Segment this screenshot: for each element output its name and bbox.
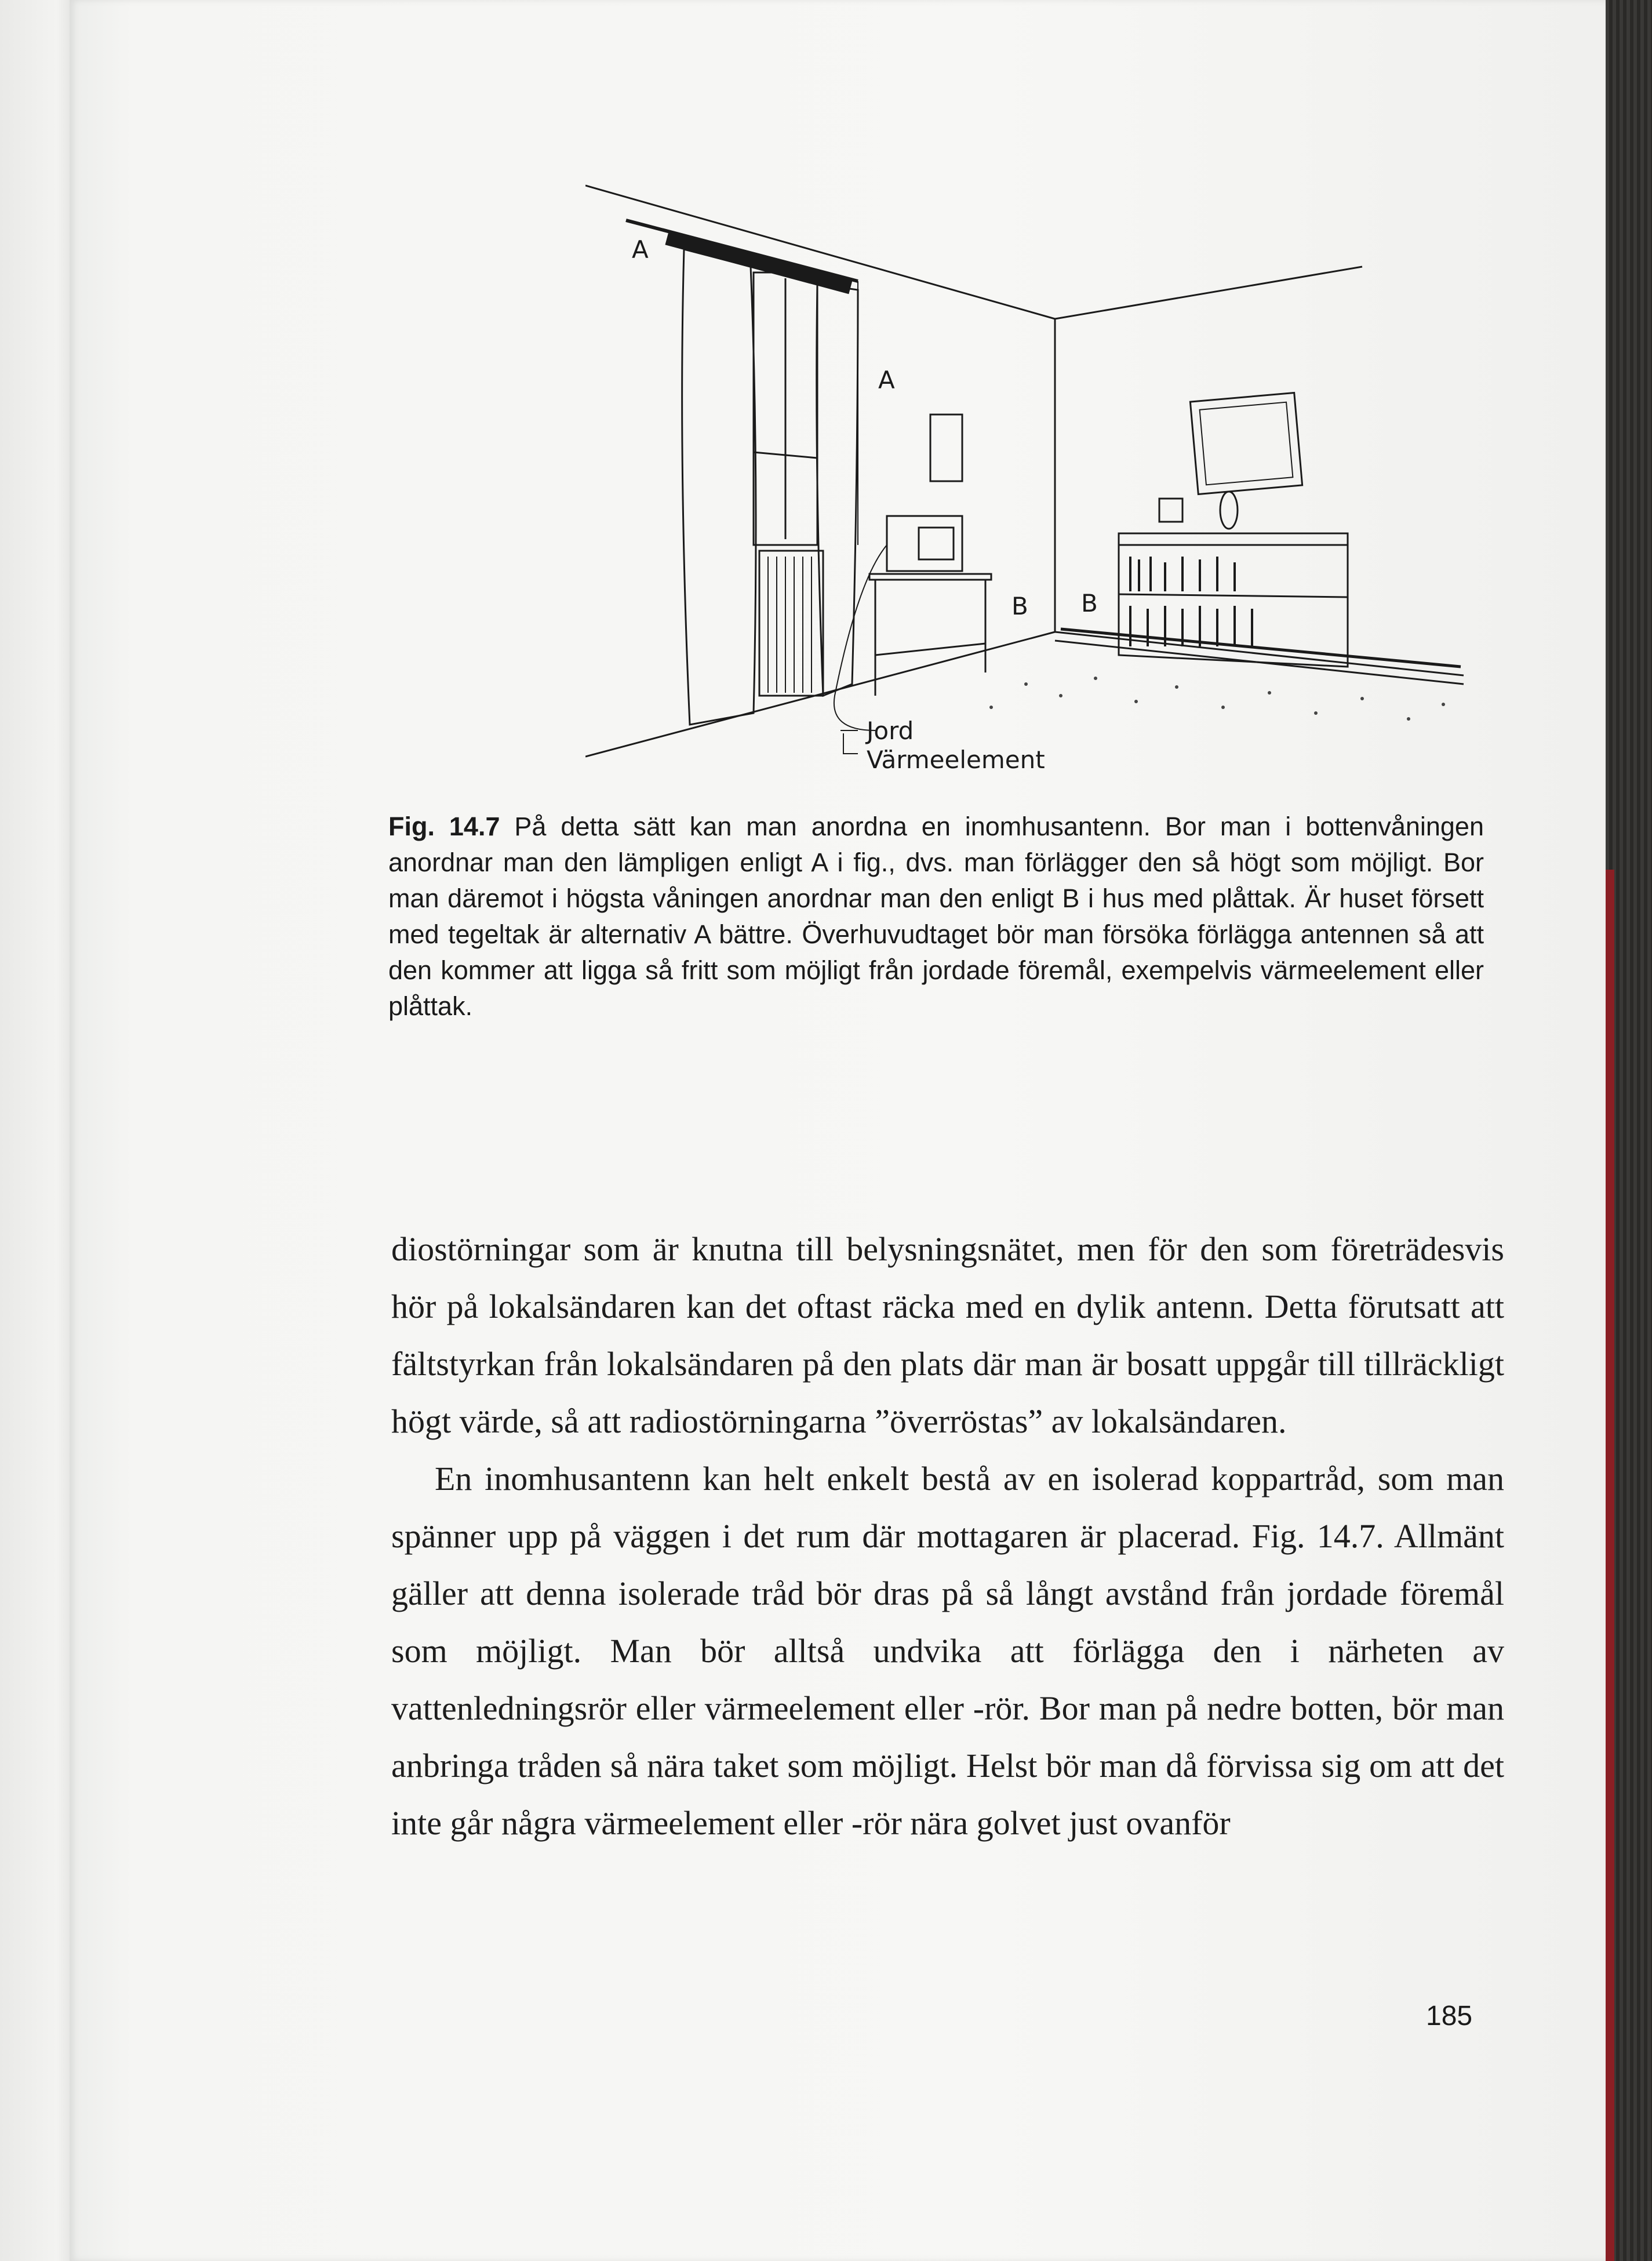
paragraph-2: En inomhusantenn kan helt enkelt bestå av en isolerad koppartråd, som man spänner upp på väggen i det rum där mottagaren är placerad. Fig. 14.7. Allmänt gäller att denna isolerade tråd bör dras på så långt avstånd från jordade föremål som möjligt. Man bör alltså undvika att förlägga den i närheten av vattenledningsrör eller värmeelement eller -rör. Bor man på nedre botten, bör man anbringa tråden så nära taket som möjligt. Helst bör man då förvissa sig om att det inte går några värmeelement eller -rör nära golvet just ovanför bbox=[391, 1460, 1504, 1842]
ceiling-right-line bbox=[1055, 267, 1362, 319]
previous-page-edge bbox=[0, 0, 81, 2261]
left-curtain bbox=[682, 249, 756, 725]
label-b-left: B bbox=[1011, 592, 1028, 620]
body-text bbox=[391, 1220, 1504, 1852]
caption-text: På detta sätt kan man anordna en inomhusantenn. Bor man i bottenvåningen anordnar man den lämpligen enligt A i fig., dvs. man förlägger den så högt som möjligt. Bor man däremot i högsta våningen anordnar man den enligt B i hus med plåttak. Är huset försett med tegeltak är alternativ A bättre. Överhuvudtaget bör man försöka förlägga antennen så att den kommer att ligga så fritt som möjligt från jordade föremål, exempelvis värmeelement eller plåttak. bbox=[388, 812, 1484, 1021]
figure-room-antenna-illustration bbox=[585, 174, 1478, 783]
radiator bbox=[759, 551, 823, 696]
large-picture bbox=[1190, 392, 1302, 494]
label-a-right: A bbox=[878, 366, 895, 394]
label-varmeelement: Värmeelement bbox=[867, 746, 1045, 774]
label-jord: Jord bbox=[867, 717, 914, 745]
ceiling-left-line bbox=[585, 186, 1055, 319]
figure-caption bbox=[388, 809, 1484, 1024]
floor-right-line bbox=[1055, 632, 1464, 675]
label-a-left: A bbox=[632, 235, 649, 264]
ground-wire bbox=[834, 545, 887, 730]
paragraph-1: diostörningar som är knutna till belysningsnätet, men för den som företrädesvis hör på lokalsändaren kan det oftast räcka med en dylik antenn. Detta förutsatt att fältstyrkan från lokalsändaren på den plats där man är bosatt uppgår till tillräckligt högt värde, så att radiostörningarna ”överröstas” av lokalsändaren. bbox=[391, 1230, 1504, 1440]
vase bbox=[1220, 492, 1238, 529]
small-picture bbox=[930, 415, 962, 481]
label-b-right: B bbox=[1081, 589, 1098, 617]
radio bbox=[887, 516, 962, 571]
radio-table-top bbox=[869, 574, 991, 580]
figure-number: Fig. 14.7 bbox=[388, 812, 500, 841]
room-illustration bbox=[585, 174, 1478, 783]
page-number: 185 bbox=[1426, 2001, 1473, 2031]
